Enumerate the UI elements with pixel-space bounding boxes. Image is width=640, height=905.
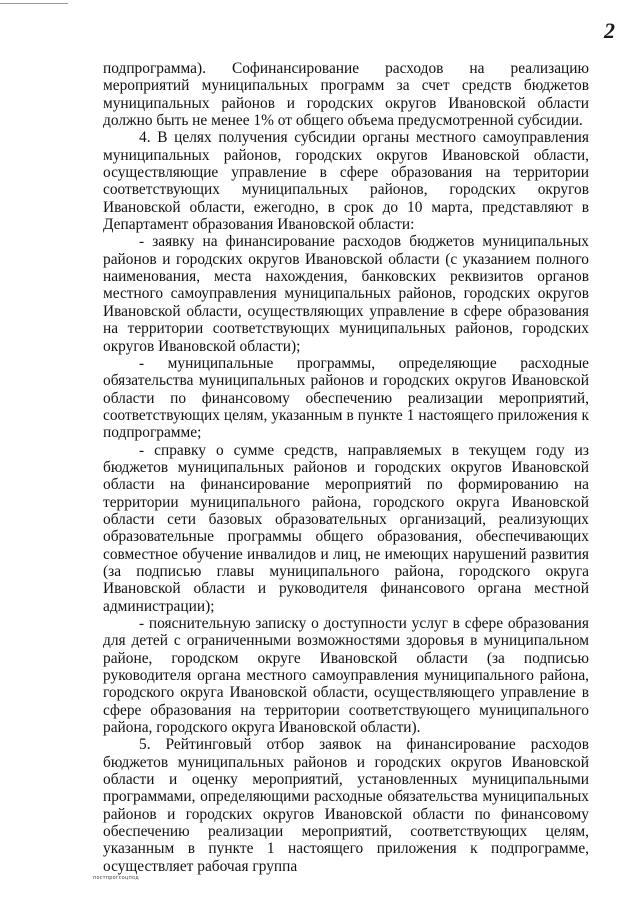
list-item-municipal-programs: - муниципальные программы, определяющие расходные обязательства муниципальных районов и городских округов Ивановской области по финансовому обеспечению реализации мероприятий, соответствующих целям, указанным в пункте 1 настоящего приложения к подпрограмме; [103,354,589,442]
page-number: 2 [604,18,615,43]
top-edge-rule [0,3,68,4]
paragraph-continuation: подпрограмма). Софинансирование расходов на реализацию мероприятий муниципальных программ за счет средств бюджетов муниципальных районов и городских округов Ивановской области должно быть не менее 1% от общего объема предусмотренной субсидии. [103,60,589,130]
list-item-explanatory-note: - пояснительную записку о доступности услуг в сфере образования для детей с ограниченными возможностями здоровья в муниципальном районе, городском округе Ивановской области (за подписью руководителя органа местного самоуправления муниципального района, городского округа Ивановской области, осуществляющего управление в сфере образования на территории соответствующего муниципального района, городского округа Ивановской области). [103,615,589,737]
list-item-funds-certificate: - справку о сумме средств, направляемых в текущем году из бюджетов муниципальных районов и городских округов Ивановской области на финансирование мероприятий по формированию на территории муниципального района, городского округа Ивановской области сети базовых образовательных организаций, реализующих образовательные программы общего образования, обеспечивающих совместное обучение инвалидов и лиц, не имеющих нарушений развития (за подписью главы муниципального района, городского округа Ивановской области и руководителя финансового органа местной администрации); [103,441,589,615]
list-item-application: - заявку на финансирование расходов бюджетов муниципальных районов и городских округов Ивановской области (с указанием полного наименования, места нахождения, банковских реквизитов органов местного самоуправления муниципальных районов, городских округов Ивановской области, осуществляющих управление в сфере образования на территории соответствующих муниципальных районов, городских округов Ивановской области); [103,233,589,355]
paragraph-item-4: 4. В целях получения субсидии органы местного самоуправления муниципальных районов, городских округов Ивановской области, осуществляющие управление в сфере образования на территории соответствующих муниципальных районов, городских округов Ивановской области, ежегодно, в срок до 10 марта, представляют в Департамент образования Ивановской области: [103,129,589,234]
paragraph-item-5: 5. Рейтинговый отбор заявок на финансирование расходов бюджетов муниципальных районов и городских округов Ивановской области и оценку мероприятий, установленных муниципальными программами, определяющими расходные обязательства муниципальных районов и городских округов Ивановской области по финансовому обеспечению реализации мероприятий, соответствующих целям, указанным в пункте 1 настоящего приложения к подпрограмме, осуществляет рабочая группа [103,736,589,875]
footer-file-code: постпрогсоцпод [93,875,139,881]
document-body [103,60,589,875]
